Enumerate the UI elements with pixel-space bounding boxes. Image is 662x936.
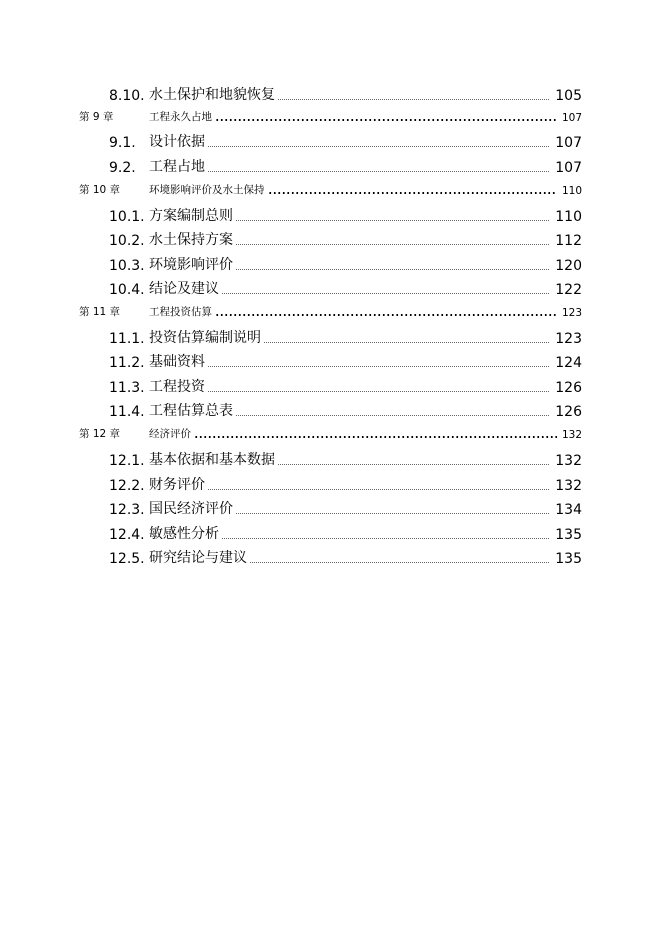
- toc-entry-10-2[interactable]: [109, 229, 582, 249]
- entry-number: 11.4.: [109, 404, 145, 420]
- toc-chapter-10[interactable]: [79, 183, 582, 197]
- entry-number: 10.2.: [109, 233, 145, 249]
- entry-number: 9.1.: [109, 135, 136, 151]
- entry-number: 8.10.: [109, 88, 145, 104]
- dot-leader: [236, 510, 549, 514]
- entry-number: 12.1.: [109, 453, 145, 469]
- entry-title: 环境影响评价: [149, 257, 233, 273]
- dot-leader: [208, 388, 549, 392]
- toc-entry-12-5[interactable]: [109, 547, 582, 567]
- chapter-page-number: 110: [561, 185, 582, 197]
- entry-title: 方案编制总则: [149, 208, 233, 224]
- entry-title: 设计依据: [149, 134, 205, 150]
- entry-title: 投资估算编制说明: [149, 330, 261, 346]
- entry-number: 10.4.: [109, 282, 145, 298]
- entry-page-number: 123: [555, 331, 582, 347]
- dot-leader: [268, 192, 558, 194]
- entry-title: 水土保护和地貌恢复: [149, 87, 275, 103]
- chapter-title: 经济评价: [149, 428, 191, 440]
- dot-leader: [222, 535, 549, 539]
- dot-leader: [236, 217, 549, 221]
- dot-leader: [236, 412, 549, 416]
- chapter-number: 第 11 章: [79, 306, 121, 318]
- dot-leader: [194, 436, 557, 438]
- entry-page-number: 126: [555, 380, 582, 396]
- entry-number: 11.2.: [109, 355, 145, 371]
- chapter-title: 工程永久占地: [149, 111, 212, 123]
- chapter-number: 第 9 章: [79, 111, 114, 123]
- entry-number: 9.2.: [109, 160, 136, 176]
- dot-leader: [236, 266, 549, 270]
- entry-page-number: 122: [555, 282, 582, 298]
- entry-page-number: 110: [555, 209, 582, 225]
- entry-page-number: 124: [555, 355, 582, 371]
- dot-leader: [215, 119, 557, 121]
- entry-number: 11.1.: [109, 331, 145, 347]
- dot-leader: [264, 339, 549, 343]
- entry-number: 12.4.: [109, 527, 145, 543]
- dot-leader: [208, 363, 549, 367]
- entry-number: 12.2.: [109, 478, 145, 494]
- entry-title: 国民经济评价: [149, 501, 233, 517]
- entry-page-number: 135: [555, 551, 582, 567]
- dot-leader: [250, 559, 549, 563]
- chapter-number: 第 12 章: [79, 428, 121, 440]
- toc-entry-10-3[interactable]: [109, 254, 582, 274]
- toc-entry-10-4[interactable]: [109, 278, 582, 298]
- toc-entry-12-1[interactable]: [109, 449, 582, 469]
- entry-number: 10.1.: [109, 209, 145, 225]
- entry-page-number: 107: [555, 135, 582, 151]
- entry-number: 10.3.: [109, 258, 145, 274]
- entry-page-number: 132: [555, 478, 582, 494]
- dot-leader: [278, 461, 549, 465]
- dot-leader: [215, 314, 557, 316]
- toc-entry-11-4[interactable]: [109, 400, 582, 420]
- entry-title: 工程估算总表: [149, 403, 233, 419]
- toc-entry-8-10[interactable]: [109, 84, 582, 104]
- toc-entry-11-1[interactable]: [109, 327, 582, 347]
- entry-page-number: 120: [555, 258, 582, 274]
- entry-title: 基本依据和基本数据: [149, 452, 275, 468]
- entry-page-number: 135: [555, 527, 582, 543]
- entry-title: 工程投资: [149, 379, 205, 395]
- entry-title: 水土保持方案: [149, 232, 233, 248]
- toc-entry-9-2[interactable]: [109, 156, 582, 176]
- chapter-page-number: 107: [561, 112, 582, 124]
- toc-entry-12-4[interactable]: [109, 523, 582, 543]
- entry-page-number: 105: [555, 88, 582, 104]
- toc-entry-11-2[interactable]: [109, 351, 582, 371]
- chapter-title: 工程投资估算: [149, 306, 212, 318]
- dot-leader: [208, 486, 549, 490]
- dot-leader: [222, 290, 549, 294]
- toc-entry-12-3[interactable]: [109, 498, 582, 518]
- toc-entry-10-1[interactable]: [109, 205, 582, 225]
- entry-page-number: 132: [555, 453, 582, 469]
- entry-title: 基础资料: [149, 354, 205, 370]
- chapter-page-number: 132: [561, 429, 582, 441]
- toc-chapter-11[interactable]: [79, 305, 582, 319]
- toc-chapter-9[interactable]: [79, 110, 582, 124]
- entry-number: 12.3.: [109, 502, 145, 518]
- entry-page-number: 126: [555, 404, 582, 420]
- toc-entry-9-1[interactable]: [109, 131, 582, 151]
- entry-title: 财务评价: [149, 477, 205, 493]
- dot-leader: [236, 241, 549, 245]
- dot-leader: [208, 143, 549, 147]
- chapter-number: 第 10 章: [79, 184, 121, 196]
- toc-entry-12-2[interactable]: [109, 474, 582, 494]
- entry-page-number: 134: [555, 502, 582, 518]
- dot-leader: [208, 168, 549, 172]
- entry-page-number: 112: [555, 233, 582, 249]
- toc-chapter-12[interactable]: [79, 427, 582, 441]
- entry-number: 12.5.: [109, 551, 145, 567]
- entry-title: 工程占地: [149, 159, 205, 175]
- entry-number: 11.3.: [109, 380, 145, 396]
- toc-entry-11-3[interactable]: [109, 376, 582, 396]
- entry-title: 敏感性分析: [149, 526, 219, 542]
- entry-page-number: 107: [555, 160, 582, 176]
- entry-title: 结论及建议: [149, 281, 219, 297]
- chapter-page-number: 123: [561, 307, 582, 319]
- entry-title: 研究结论与建议: [149, 550, 247, 566]
- dot-leader: [278, 96, 549, 100]
- chapter-title: 环境影响评价及水土保持: [149, 184, 265, 196]
